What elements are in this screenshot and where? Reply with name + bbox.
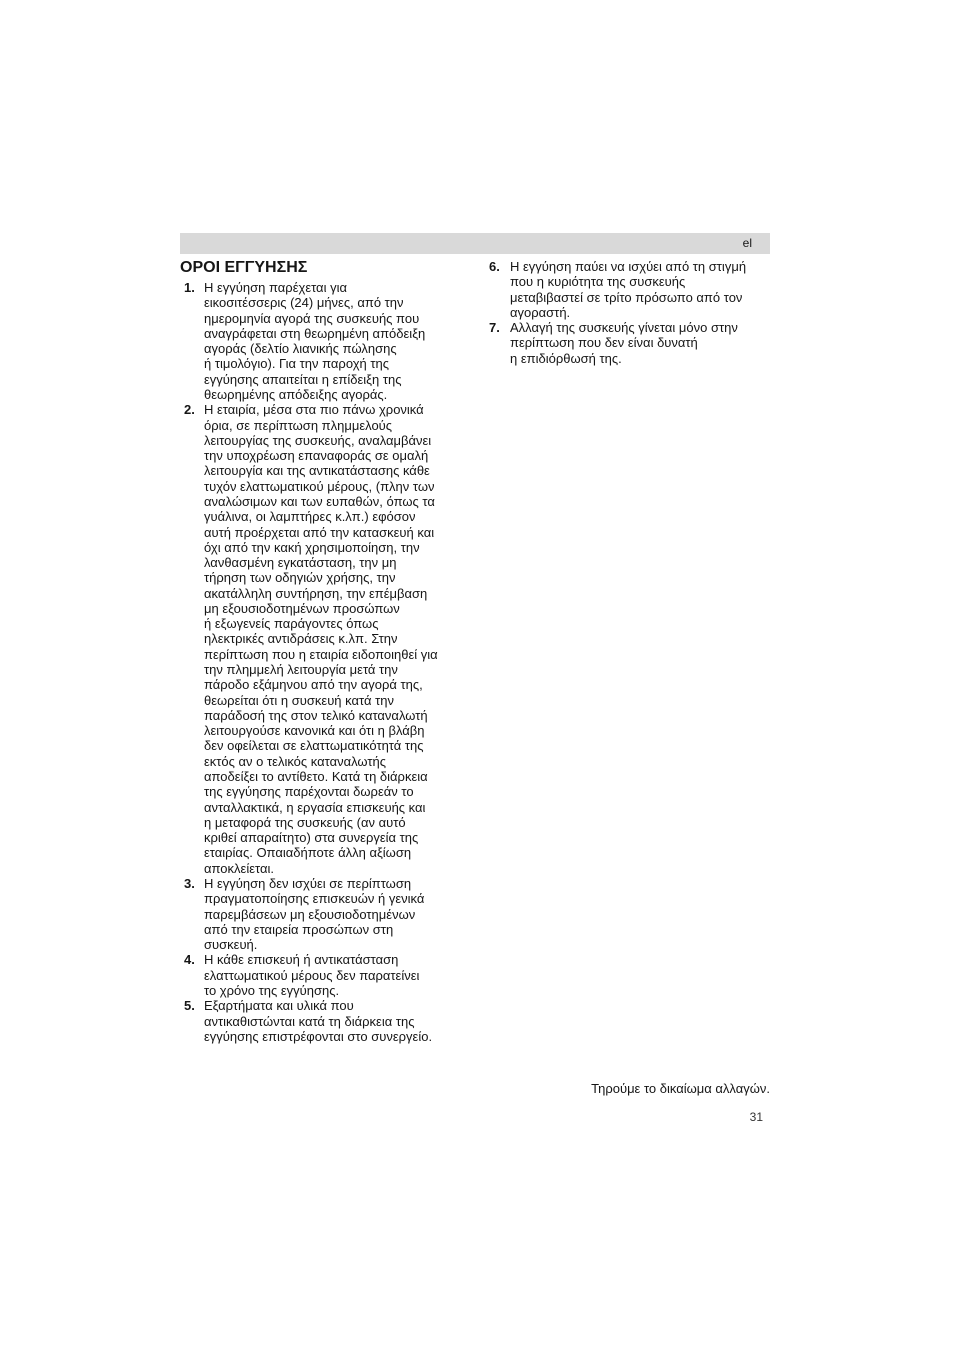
item-text-line: Η κάθε επισκευή ή αντικατάσταση bbox=[204, 952, 399, 968]
item-text-line: από την εταιρεία προσώπων στη bbox=[204, 921, 394, 937]
item-text-line: συσκευή. bbox=[204, 937, 258, 953]
warranty-term-item bbox=[180, 402, 472, 876]
item-text-line: πάροδο εξάμηνου από την αγορά της, bbox=[204, 677, 423, 693]
warranty-term-item bbox=[180, 952, 472, 998]
item-text-line: μεταβιβαστεί σε τρίτο πρόσωπο από τον bbox=[510, 289, 743, 305]
item-text-line: Αλλαγή της συσκευής γίνεται μόνο στην bbox=[510, 320, 738, 336]
item-text-line: εγγύησης απαιτείται η επίδειξη της bbox=[204, 371, 402, 387]
item-text-line: αντικαθιστώνται κατά τη διάρκεια της bbox=[204, 1013, 415, 1029]
item-text-line: κριθεί απαραίτητο) στα συνεργεία της bbox=[204, 830, 419, 846]
warranty-term-item bbox=[180, 280, 472, 402]
item-text-line: το χρόνο της εγγύησης. bbox=[204, 982, 340, 998]
item-text-line: θεωρείται ότι η συσκευή κατά την bbox=[204, 692, 394, 708]
item-number: 6. bbox=[489, 259, 500, 274]
item-text-line: περίπτωση που δεν είναι δυνατή bbox=[510, 335, 698, 351]
item-text-line: παρεμβάσεων μη εξουσιοδοτημένων bbox=[204, 906, 416, 922]
item-text-line: τυχόν ελαττωματικού μέρους, (πλην των bbox=[204, 478, 435, 494]
item-text-line: η μεταφορά της συσκευής (αν αυτό bbox=[204, 814, 406, 830]
item-text-line: θεωρημένης απόδειξης αγοράς. bbox=[204, 386, 388, 402]
item-text-line: ελαττωματικού μέρους δεν παρατείνει bbox=[204, 967, 420, 983]
warranty-term-item bbox=[180, 998, 472, 1044]
language-code: el bbox=[742, 236, 752, 250]
item-text-line: όρια, σε περίπτωση πλημμελούς bbox=[204, 417, 393, 433]
item-text-line: αναγράφεται στη θεωρημένη απόδειξη bbox=[204, 325, 426, 341]
warranty-term-item bbox=[488, 320, 778, 366]
item-text-line: εταιρίας. Οπαιαδήποτε άλλη αξίωση bbox=[204, 845, 412, 861]
item-text-line: Η εταιρία, μέσα στα πιο πάνω χρονικά bbox=[204, 402, 424, 418]
item-text-line: την υποχρέωση επαναφοράς σε ομαλή bbox=[204, 448, 429, 464]
item-text-line: ανταλλακτικά, η εργασία επισκευής και bbox=[204, 799, 426, 815]
item-text-line: αγοράς (δελτίο λιανικής πώλησης bbox=[204, 341, 397, 357]
item-text-line: αποδείξει το αντίθετο. Κατά τη διάρκεια bbox=[204, 769, 428, 784]
item-text-line: δεν οφείλεται σε ελαττωματικότητά της bbox=[204, 738, 424, 754]
item-number: 3. bbox=[184, 875, 195, 891]
item-text-line: λειτουργούσε κανονικά και ότι η βλάβη bbox=[204, 723, 425, 739]
item-text-line: εικοσιτέσσερις (24) μήνες, από την bbox=[204, 295, 404, 311]
item-text-line: που η κυριότητα της συσκευής bbox=[510, 274, 686, 290]
item-number: 1. bbox=[184, 280, 195, 295]
item-text-line: παράδοσή της στον τελικό καταναλωτή bbox=[204, 707, 428, 723]
item-text-line: ηλεκτρικές αντιδράσεις κ.λπ. Στην bbox=[204, 631, 398, 647]
item-text-line: γυάλινα, οι λαμπτήρες κ.λπ.) εφόσον bbox=[204, 509, 416, 525]
item-number: 5. bbox=[184, 998, 195, 1014]
item-text-line: ημερομηνία αγορά της συσκευής που bbox=[204, 310, 420, 326]
item-text-line: η επιδιόρθωσή της. bbox=[510, 350, 622, 366]
item-text-line: αναλώσιμων και των ευπαθών, όπως τα bbox=[204, 493, 435, 509]
item-text-line: της εγγύησης παρέχονται δωρεάν το bbox=[204, 784, 414, 800]
item-number: 4. bbox=[184, 952, 195, 968]
item-text-line: αυτή προέρχεται από την κατασκευή και bbox=[204, 524, 435, 540]
item-text-line: εγγύησης επιστρέφονται στο συνεργείο. bbox=[204, 1028, 433, 1044]
item-number: 7. bbox=[489, 320, 500, 336]
item-text-line: Η εγγύηση παύει να ισχύει από τη στιγμή bbox=[510, 259, 747, 274]
item-text-line: λειτουργίας της συσκευής, αναλαμβάνει bbox=[204, 432, 432, 448]
header-bar bbox=[180, 233, 770, 254]
item-text-line: όχι από την κακή χρησιμοποίηση, την bbox=[204, 539, 420, 555]
right-column bbox=[488, 259, 778, 366]
item-text-line: ή τιμολόγιο). Για την παροχή της bbox=[204, 356, 390, 372]
item-number: 2. bbox=[184, 402, 195, 418]
item-text-line: ή εξωγενείς παράγοντες όπως bbox=[204, 616, 379, 632]
item-text-line: τήρηση των οδηγιών χρήσης, την bbox=[204, 570, 396, 586]
item-text-line: λειτουργία και της αντικατάστασης κάθε bbox=[204, 463, 430, 479]
footer-note: Τηρούμε το δικαίωμα αλλαγών. bbox=[591, 1081, 770, 1096]
left-column bbox=[180, 280, 472, 1044]
section-title: ΟΡΟΙ ΕΓΓΥΗΣΗΣ bbox=[180, 259, 308, 276]
warranty-term-item bbox=[488, 259, 778, 320]
item-text-line: αγοραστή. bbox=[510, 304, 571, 320]
page-number: 31 bbox=[749, 1110, 763, 1124]
item-text-line: μη εξουσιοδοτημένων προσώπων bbox=[204, 600, 400, 616]
item-text-line: Η εγγύηση παρέχεται για bbox=[204, 280, 347, 295]
item-text-line: Εξαρτήματα και υλικά που bbox=[204, 998, 354, 1014]
item-text-line: περίπτωση που η εταιρία ειδοποιηθεί για bbox=[204, 646, 438, 662]
item-text-line: λανθασμένη εγκατάσταση, την μη bbox=[204, 555, 397, 571]
item-text-line: την πλημμελή λειτουργία μετά την bbox=[204, 662, 398, 678]
item-text-line: εκτός αν ο τελικός καταναλωτής bbox=[204, 753, 387, 769]
item-text-line: Η εγγύηση δεν ισχύει σε περίπτωση bbox=[204, 875, 412, 891]
item-text-line: πραγματοποίησης επισκευών ή γενικά bbox=[204, 891, 425, 907]
warranty-term-item bbox=[180, 876, 472, 952]
item-text-line: αποκλείεται. bbox=[204, 860, 274, 876]
item-text-line: ακατάλληλη συντήρηση, την επέμβαση bbox=[204, 585, 428, 601]
